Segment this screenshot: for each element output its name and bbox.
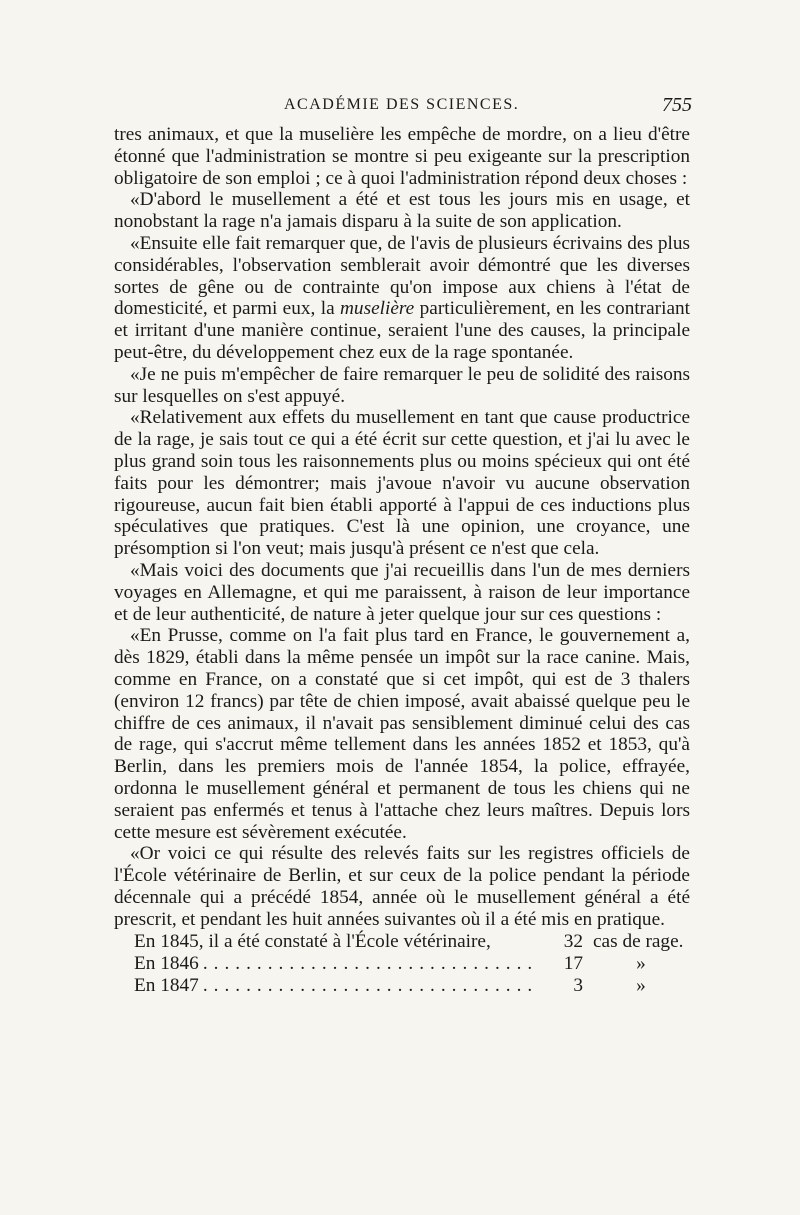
stat-unit: cas de rage. bbox=[593, 931, 684, 953]
emphasized-word: muselière bbox=[340, 298, 415, 320]
paragraph: «Or voici ce qui résulte des relevés faits sur les registres officiels de l'École vétérinaire de Berlin, et sur ceux de la police pendant la période décennale qui a précédé 1854, année où le musellement général a été prescrit, et pendant les huit années suivantes où il a été mis en pratique. bbox=[114, 843, 690, 930]
stat-label: En 1846 bbox=[134, 953, 199, 975]
stat-unit: » bbox=[636, 975, 646, 997]
stat-unit: » bbox=[636, 953, 646, 975]
paragraph: «Relativement aux effets du musellement en tant que cause productrice de la rage, je sais tout ce qui a été écrit sur cette question, et j'ai lu avec le plus grand soin tous les raisonnements plus ou moins spécieux qui ont été faits pour les démontrer; mais j'avoue n'avoir vu aucune observation rigoureuse, aucun fait bien établi apporté à l'appui de ces inductions plus spéculatives que pratiques. C'est là une opinion, une croyance, une présomption si l'on veut; mais jusqu'à présent ce n'est que cela. bbox=[114, 407, 690, 560]
stat-label: En 1845, il a été constaté à l'École vétérinaire, bbox=[134, 931, 491, 953]
stat-value: 3 bbox=[573, 975, 583, 997]
stat-label: En 1847 bbox=[134, 975, 199, 997]
paragraph: «Je ne puis m'empêcher de faire remarquer le peu de solidité des raisons sur lesquelles on s'est appuyé. bbox=[114, 363, 690, 407]
paragraph-text: particulièrement, en les contrariant et irritant d'une manière continue, seraient l'une des causes, la principale peut-être, du développement chez eux de la rage spontanée. bbox=[114, 298, 690, 363]
paragraph bbox=[114, 233, 690, 364]
paragraph: «En Prusse, comme on l'a fait plus tard en France, le gouvernement a, dès 1829, établi dans la même pensée un impôt sur la race canine. Mais, comme en France, on a constaté que si cet impôt, qui est de 3 thalers (environ 12 francs) par tête de chien imposé, avait abaissé quelque peu le chiffre de ces animaux, il n'avait pas sensiblement diminué celui des cas de rage, qui s'accrut même tellement dans les années 1852 et 1853, qu'à Berlin, dans les premiers mois de l'année 1854, la police, effrayée, ordonna le musellement général et permanent de tous les chiens qui ne seraient pas enfermés et tenus à l'attache chez leurs maîtres. Depuis lors cette mesure est sévèrement exécutée. bbox=[114, 625, 690, 843]
paragraph-text: «Ensuite elle fait remarquer que, de l'avis de plusieurs écrivains des plus considérables, l'observation semblerait avoir démontré que les diverses sortes de gêne ou de contrainte qu'on impose aux chiens à l'état de domesticité, et parmi eux, la bbox=[114, 232, 690, 320]
running-title: ACADÉMIE DES SCIENCES. bbox=[284, 96, 520, 113]
stat-row bbox=[114, 953, 689, 975]
rabies-statistics-table bbox=[114, 931, 690, 997]
page-number: 755 bbox=[662, 94, 692, 116]
dot-leader bbox=[203, 975, 539, 997]
paragraph: «D'abord le musellement a été et est tous les jours mis en usage, et nonobstant la rage n'a jamais disparu à la suite de son application. bbox=[114, 189, 690, 233]
stat-row bbox=[114, 931, 689, 953]
running-header bbox=[114, 96, 690, 120]
paragraph: tres animaux, et que la muselière les empêche de mordre, on a lieu d'être étonné que l'administration se montre si peu exigeante sur la prescription obligatoire de son emploi ; ce à quoi l'administration répond deux choses : bbox=[114, 124, 690, 189]
stat-value: 17 bbox=[563, 953, 583, 975]
stat-row bbox=[114, 975, 689, 997]
dot-leader bbox=[203, 953, 539, 975]
paragraph: «Mais voici des documents que j'ai recueillis dans l'un de mes derniers voyages en Allemagne, et qui me paraissent, à raison de leur importance et de leur authenticité, de nature à jeter quelque jour sur ces questions : bbox=[114, 559, 690, 625]
body-text bbox=[114, 124, 690, 930]
stat-value: 32 bbox=[563, 931, 583, 953]
